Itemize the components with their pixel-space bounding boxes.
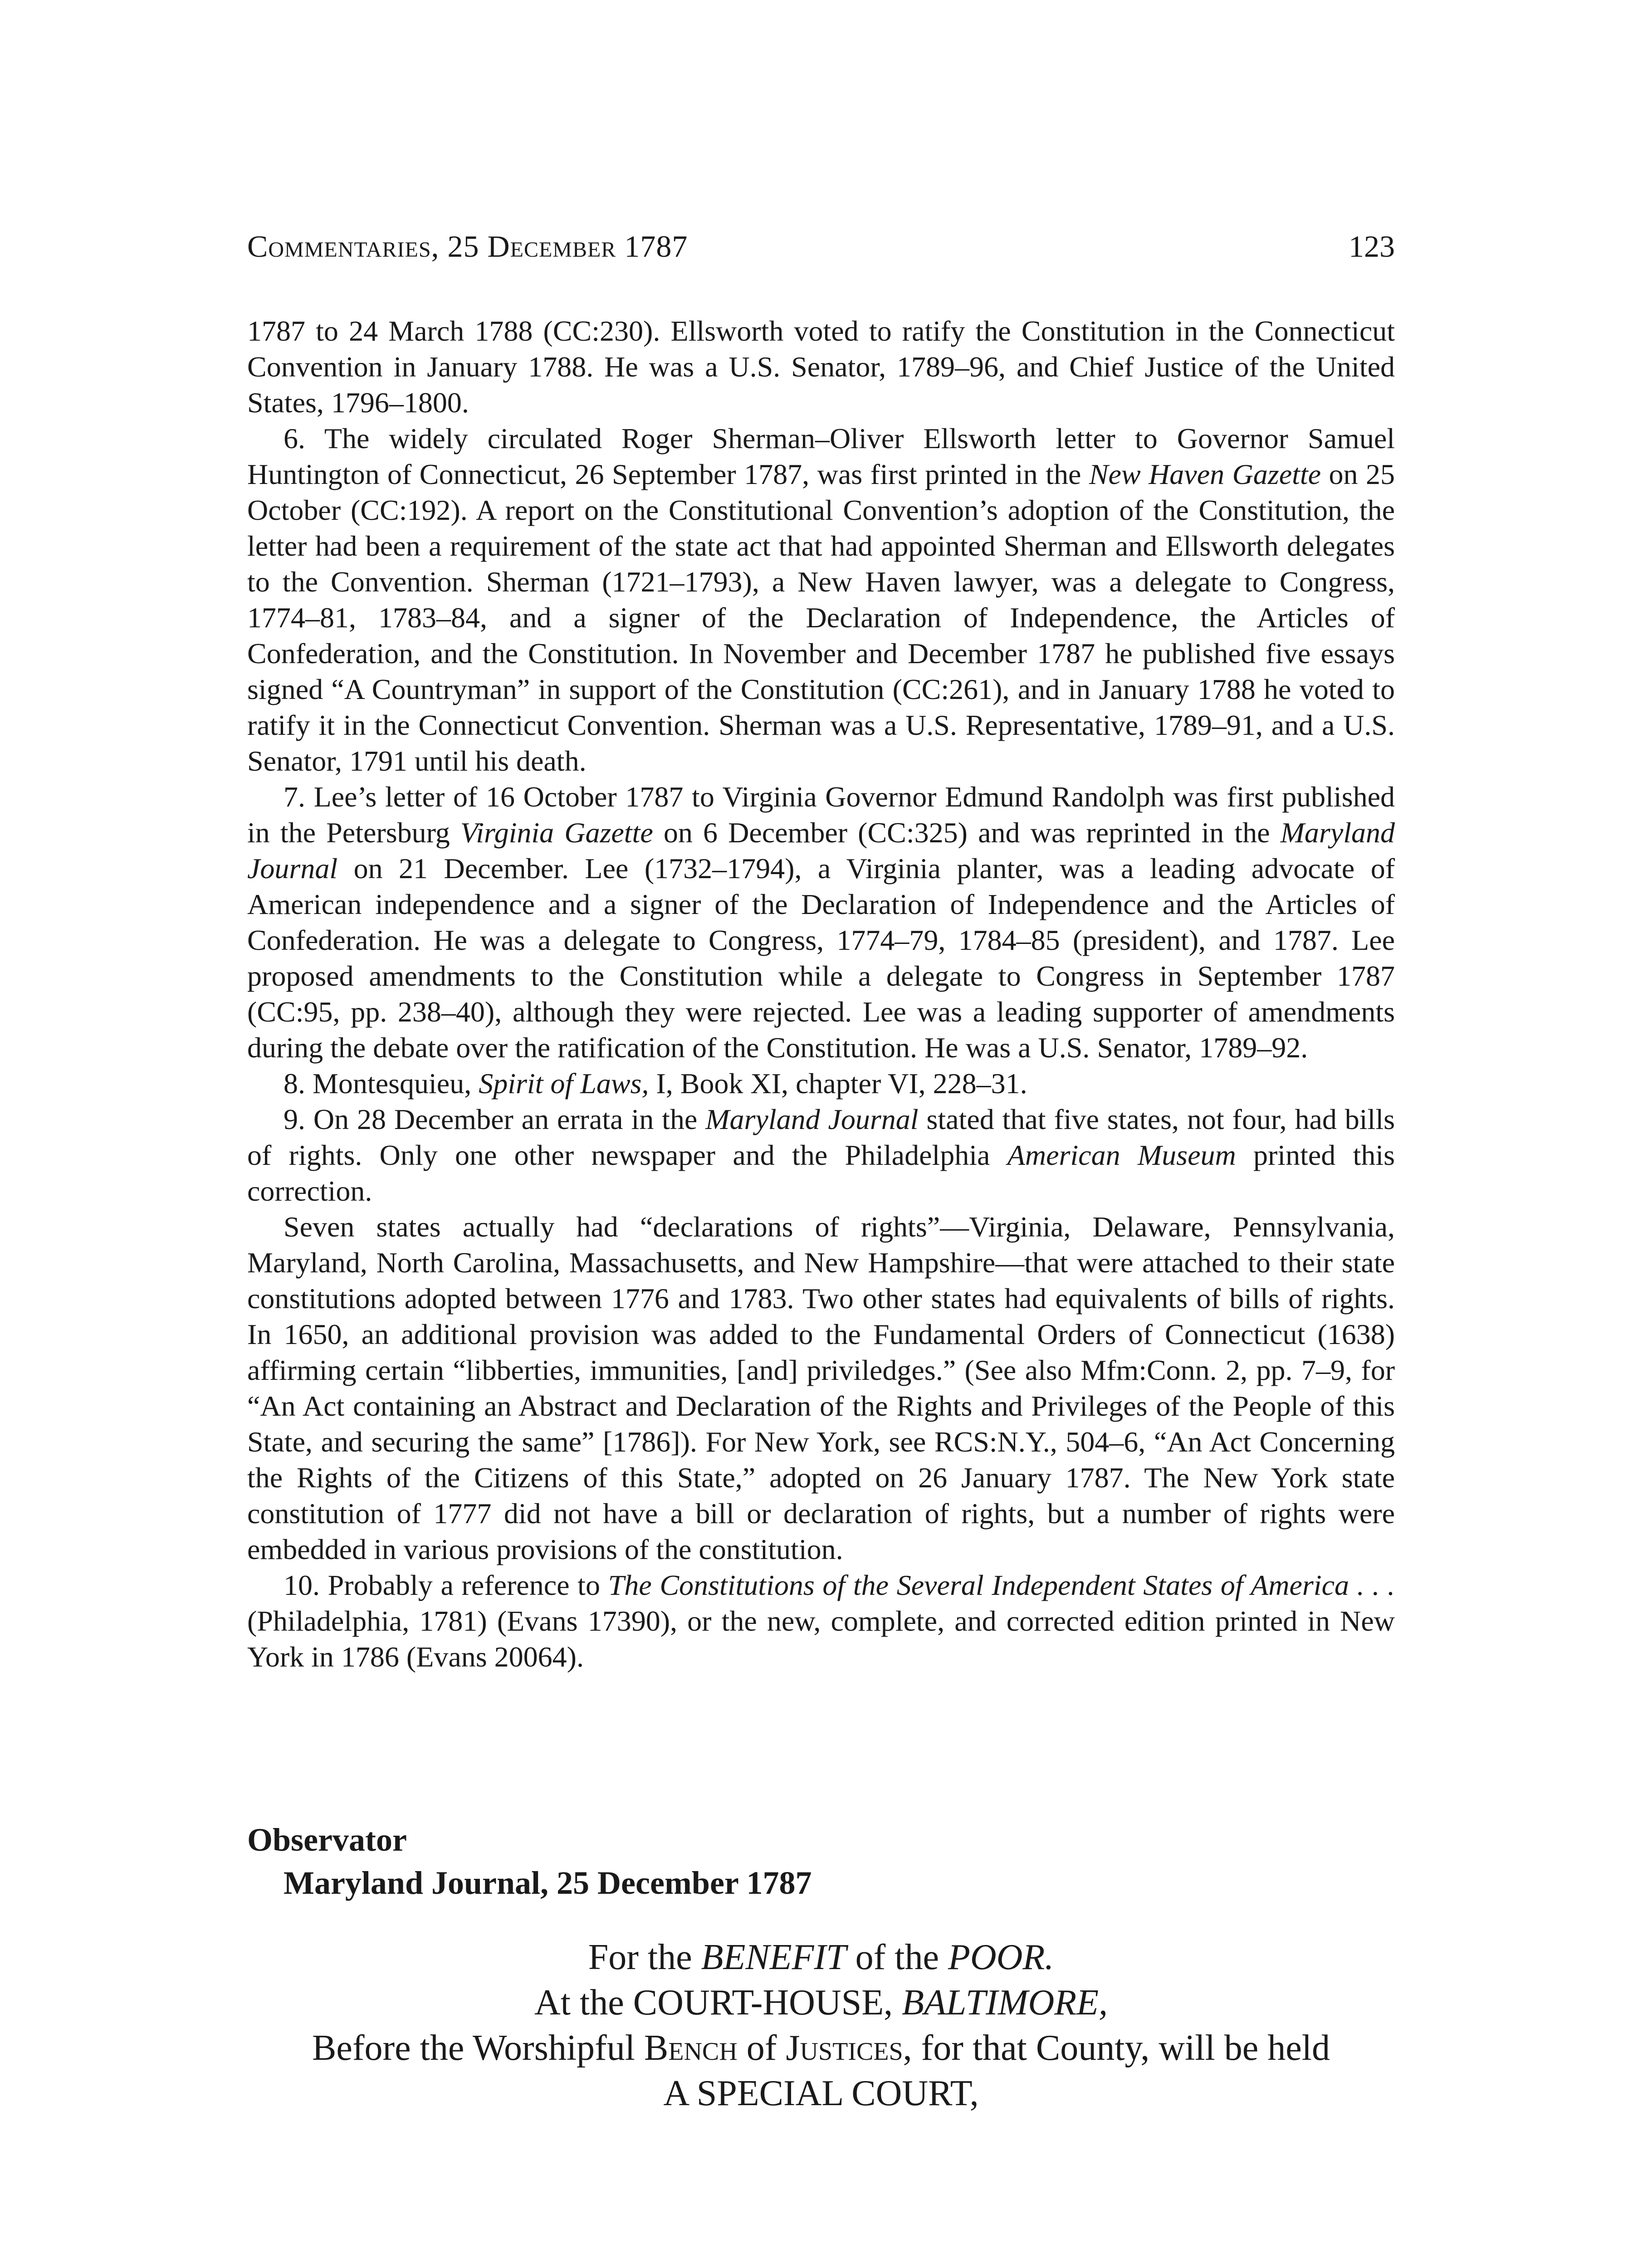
note-5-continued	[247, 313, 1395, 420]
note-9	[247, 1101, 1395, 1209]
bs-l3-c: of	[737, 2028, 786, 2068]
broadside-line-1	[227, 1935, 1415, 1980]
note-9-italic-1: Maryland Journal	[705, 1103, 919, 1135]
note-9-italic-2: American Museum	[1007, 1139, 1236, 1171]
bs-l3-d: Justices	[786, 2028, 903, 2068]
bs-l3-b: Bench	[644, 2028, 738, 2068]
running-header	[247, 226, 1395, 267]
bs-l2-a: At the COURT-HOUSE,	[534, 1983, 902, 2023]
page-number: 123	[1349, 229, 1395, 264]
note-5-text: 1787 to 24 March 1788 (CC:230). Ellsworth voted to ratify the Constitution in the Connecticut Convention in January 1788. He was a U.S. Senator, 1789–96, and Chief Justice of the United States, 1796–1800.	[247, 315, 1395, 419]
running-title: Commentaries, 25 December 1787	[247, 229, 688, 264]
note-7-italic-2: Maryland Journal	[247, 816, 1395, 885]
endnotes	[247, 313, 1395, 1675]
note-6-text-a: 6. The widely circulated Roger Sherman–Oliver Ellsworth letter to Governor Samuel Huntington of Connecticut, 26 September 1787, was first printed in the	[247, 422, 1395, 490]
note-10-text-b: (Philadelphia, 1781) (Evans 17390), or the new, complete, and corrected edition printed in New York in 1786 (Evans 20064).	[247, 1605, 1395, 1673]
note-8-text-b: I, Book XI, chapter VI, 228–31.	[649, 1067, 1027, 1100]
note-10	[247, 1567, 1395, 1675]
broadside-text	[227, 1935, 1415, 2116]
broadside-line-4: A SPECIAL COURT,	[663, 2073, 979, 2113]
note-7-text-b: on 6 December (CC:325) and was reprinted in the	[653, 816, 1281, 849]
bs-l1-b: BENEFIT	[701, 1937, 846, 1977]
bs-l1-c: of the	[846, 1937, 948, 1977]
note-8-text-a: 8. Montesquieu,	[284, 1067, 479, 1100]
note-6	[247, 420, 1395, 779]
bs-l1-d: POOR.	[948, 1937, 1054, 1977]
note-9-paragraph-2	[247, 1209, 1395, 1567]
section-title: Observator	[247, 1822, 407, 1858]
note-7	[247, 779, 1395, 1066]
section-subtitle: Maryland Journal, 25 December 1787	[284, 1865, 812, 1901]
note-7-text-c: on 21 December. Lee (1732–1794), a Virginia planter, was a leading advocate of American independence and a signer of the Declaration of Independence and the Articles of Confederation. He was a delegate to Congress, 1774–79, 1784–85 (president), and 1787. Lee proposed amendments to the Constitution while a delegate to Congress in September 1787 (CC:95, pp. 238–40), although they were rejected. Lee was a leading supporter of amendments during the debate over the ratification of the Constitution. He was a U.S. Senator, 1789–92.	[247, 852, 1395, 1064]
note-7-italic-1: Virginia Gazette	[460, 816, 653, 849]
bs-l3-e: , for that County, will be held	[903, 2028, 1330, 2068]
bs-l2-b: BALTIMORE,	[902, 1983, 1108, 2023]
note-8	[247, 1066, 1395, 1101]
note-8-italic-1: Spirit of Laws,	[479, 1067, 649, 1100]
broadside-line-3	[227, 2025, 1415, 2071]
note-6-text-b: on 25 October (CC:192). A report on the Constitutional Convention’s adoption of the Constitution, the letter had been a requirement of the state act that had appointed Sherman and Ellsworth delegates to the Convention. Sherman (1721–1793), a New Haven lawyer, was a delegate to Congress, 1774–81, 1783–84, and a signer of the Declaration of Independence, the Articles of Confederation, and the Constitution. In November and December 1787 he published five essays signed “A Countryman” in support of the Constitution (CC:261), and in January 1788 he voted to ratify it in the Connecticut Convention. Sherman was a U.S. Representative, 1789–91, and a U.S. Senator, 1791 until his death.	[247, 458, 1395, 777]
note-7-text-a: 7. Lee’s letter of 16 October 1787 to Virginia Governor Edmund Randolph was first published in the Petersburg	[247, 781, 1395, 849]
note-9-text-b: stated that five states, not four, had bills of rights. Only one other newspaper and the Philadelphia	[247, 1103, 1395, 1171]
bs-l3-a: Before the Worshipful	[312, 2028, 644, 2068]
note-9-text-c: printed this correction.	[247, 1139, 1395, 1207]
bs-l1-a: For the	[588, 1937, 701, 1977]
note-10-text-a: 10. Probably a reference to	[284, 1569, 608, 1601]
note-9-p2-text: Seven states actually had “declarations of rights”—Virginia, Delaware, Pennsylvania, Maryland, North Carolina, Massachusetts, and New Hampshire—that were attached to their state constitutions adopted between 1776 and 1783. Two other states had equivalents of bills of rights. In 1650, an additional provision was added to the Fundamental Orders of Connecticut (1638) affirming certain “libberties, immunities, [and] priviledges.” (See also Mfm:Conn. 2, pp. 7–9, for “An Act containing an Abstract and Declaration of the Rights and Privileges of the People of this State, and securing the same” [1786]). For New York, see RCS:N.Y., 504–6, “An Act Concerning the Rights of the Citizens of this State,” adopted on 26 January 1787. The New York state constitution of 1777 did not have a bill or declaration of rights, but a number of rights were embedded in various provisions of the constitution.	[247, 1211, 1395, 1565]
note-10-italic-1: The Constitutions of the Several Independent States of America . . .	[608, 1569, 1395, 1601]
note-9-text-a: 9. On 28 December an errata in the	[284, 1103, 706, 1135]
broadside-line-2	[227, 1980, 1415, 2025]
note-6-italic-1: New Haven Gazette	[1089, 458, 1321, 490]
